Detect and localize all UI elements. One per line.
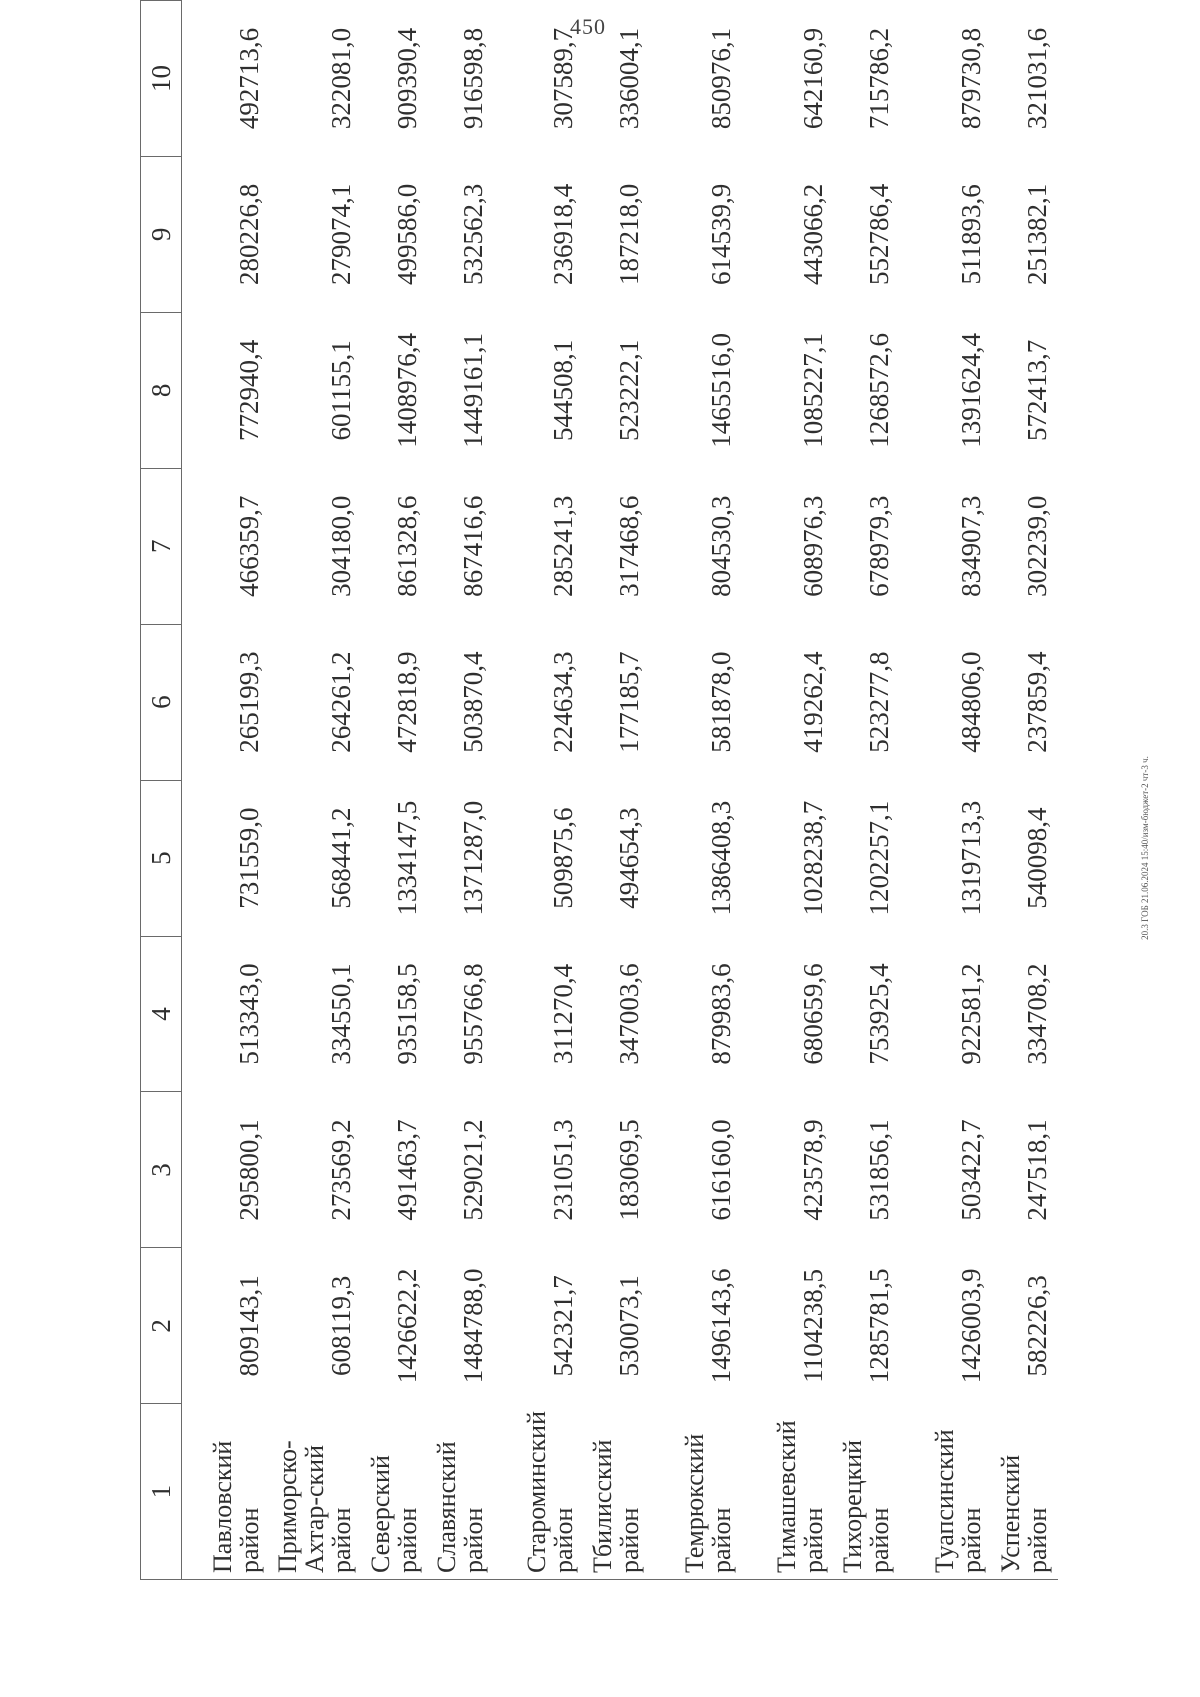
value-cell: 935158,5 (392, 963, 423, 1065)
column-header: 1 (141, 1404, 182, 1580)
value-cell: 273569,2 (326, 1119, 357, 1221)
value-cell: 472818,9 (392, 651, 423, 753)
value-cell: 302239,0 (1022, 495, 1053, 597)
value-cell: 224634,3 (548, 651, 579, 753)
budget-table (140, 0, 1058, 1580)
value-cell: 680659,6 (798, 963, 829, 1065)
value-cell: 177185,7 (614, 651, 645, 753)
value-cell: 523277,8 (864, 651, 895, 753)
value-cell: 1202257,1 (864, 800, 895, 916)
value-cell: 531856,1 (864, 1119, 895, 1221)
value-cell: 285241,3 (548, 495, 579, 597)
value-cell: 532562,3 (458, 183, 489, 286)
value-cell: 1484788,0 (458, 1268, 489, 1384)
value-cell: 499586,0 (392, 183, 423, 286)
value-cell: 861328,6 (392, 495, 423, 597)
value-cell: 1268572,6 (864, 332, 895, 448)
value-cell: 879730,8 (956, 27, 987, 130)
value-cell: 568441,2 (326, 807, 357, 909)
value-cell: 237859,4 (1022, 651, 1053, 753)
value-cell: 542321,7 (548, 1275, 579, 1377)
value-cell: 1319713,3 (956, 800, 987, 916)
value-cell: 322081,0 (326, 27, 357, 130)
value-cell: 236918,4 (548, 183, 579, 286)
district-name-cell: Туапсинский район (900, 1404, 992, 1580)
value-cell: 231051,3 (548, 1119, 579, 1221)
column-header: 3 (141, 1092, 182, 1248)
value-cell: 503870,4 (458, 651, 489, 753)
value-cell: 678979,3 (864, 495, 895, 597)
column-header: 6 (141, 624, 182, 780)
district-name-cell: Приморско-Ахтар-ский район (270, 1404, 362, 1580)
table-row (270, 1, 362, 1580)
value-cell: 295800,1 (234, 1119, 265, 1221)
value-cell: 334550,1 (326, 963, 357, 1065)
value-cell: 540098,4 (1022, 807, 1053, 909)
value-cell: 804530,3 (706, 495, 737, 597)
value-cell: 1334147,5 (392, 800, 423, 916)
value-cell: 484806,0 (956, 651, 987, 753)
column-header: 2 (141, 1248, 182, 1404)
value-cell: 529021,2 (458, 1119, 489, 1221)
value-cell: 1285781,5 (864, 1268, 895, 1384)
value-cell: 503422,7 (956, 1119, 987, 1221)
footer-code: 20.3 ГОБ 21.06.2024 15:40/изм-бюджет-2 чт-3 ч. (1140, 756, 1150, 940)
value-cell: 419262,4 (798, 651, 829, 753)
value-cell: 1496143,6 (706, 1268, 737, 1384)
value-cell: 1371287,0 (458, 800, 489, 916)
value-cell: 1028238,7 (798, 800, 829, 916)
value-cell: 614539,9 (706, 183, 737, 286)
value-cell: 443066,2 (798, 183, 829, 286)
value-cell: 321031,6 (1022, 27, 1053, 130)
value-cell: 513343,0 (234, 963, 265, 1065)
value-cell: 879983,6 (706, 963, 737, 1065)
district-name-cell: Тбилисский район (584, 1404, 650, 1580)
value-cell: 552786,4 (864, 183, 895, 286)
value-cell: 922581,2 (956, 963, 987, 1065)
value-cell: 1426622,2 (392, 1268, 423, 1384)
table-row (650, 1, 742, 1580)
value-cell: 1449161,1 (458, 332, 489, 448)
value-cell: 1104238,5 (798, 1268, 829, 1383)
value-cell: 642160,9 (798, 27, 829, 130)
district-name-cell: Тихорецкий район (834, 1404, 900, 1580)
rotated-table-block (140, 0, 1060, 1580)
value-cell: 317468,6 (614, 495, 645, 597)
column-header: 10 (141, 1, 182, 157)
value-cell: 423578,9 (798, 1119, 829, 1221)
table-row (900, 1, 992, 1580)
page-number: 450 (570, 14, 606, 39)
value-cell: 916598,8 (458, 27, 489, 130)
value-cell: 582226,3 (1022, 1275, 1053, 1377)
value-cell: 347003,6 (614, 963, 645, 1065)
value-cell: 572413,7 (1022, 339, 1053, 441)
value-cell: 834907,3 (956, 495, 987, 597)
value-cell: 264261,2 (326, 651, 357, 753)
value-cell: 1408976,4 (392, 332, 423, 448)
value-cell: 715786,2 (864, 27, 895, 130)
table-row (494, 1, 584, 1580)
value-cell: 491463,7 (392, 1119, 423, 1221)
value-cell: 307589,7 (548, 27, 579, 130)
value-cell: 601155,1 (326, 340, 357, 441)
column-header: 4 (141, 936, 182, 1092)
district-name-cell: Староминский район (494, 1404, 584, 1580)
value-cell: 1386408,3 (706, 800, 737, 916)
value-cell: 492713,6 (234, 27, 265, 130)
column-header: 7 (141, 468, 182, 624)
district-name-cell: Славянский район (428, 1404, 494, 1580)
value-cell: 280226,8 (234, 183, 265, 286)
value-cell: 544508,1 (548, 339, 579, 441)
value-cell: 1426003,9 (956, 1268, 987, 1384)
value-cell: 909390,4 (392, 27, 423, 130)
district-name-cell: Северский район (362, 1404, 428, 1580)
value-cell: 311270,4 (548, 963, 579, 1065)
value-cell: 753925,4 (864, 963, 895, 1065)
district-name-cell: Тимашевский район (742, 1404, 834, 1580)
column-header: 5 (141, 780, 182, 936)
header-row (141, 1, 182, 1580)
value-cell: 530073,1 (614, 1275, 645, 1377)
value-cell: 304180,0 (326, 495, 357, 597)
value-cell: 608976,3 (798, 495, 829, 597)
value-cell: 581878,0 (706, 651, 737, 753)
value-cell: 251382,1 (1022, 183, 1053, 286)
table-row (428, 1, 494, 1580)
value-cell: 731559,0 (234, 807, 265, 909)
district-name-cell: Темрюкский район (650, 1404, 742, 1580)
value-cell: 867416,6 (458, 495, 489, 597)
value-cell: 509875,6 (548, 807, 579, 909)
value-cell: 334708,2 (1022, 963, 1053, 1065)
value-cell: 1391624,4 (956, 332, 987, 448)
table-row (742, 1, 834, 1580)
district-name-cell: Успенский район (992, 1404, 1058, 1580)
value-cell: 183069,5 (614, 1119, 645, 1221)
column-header: 8 (141, 312, 182, 468)
value-cell: 494654,3 (614, 807, 645, 909)
value-cell: 955766,8 (458, 963, 489, 1065)
value-cell: 850976,1 (706, 27, 737, 130)
table-row (584, 1, 650, 1580)
value-cell: 1465516,0 (706, 332, 737, 448)
value-cell: 809143,1 (234, 1275, 265, 1377)
table-row (182, 1, 270, 1580)
value-cell: 279074,1 (326, 183, 357, 286)
value-cell: 511893,6 (956, 184, 987, 285)
value-cell: 616160,0 (706, 1119, 737, 1221)
value-cell: 187218,0 (614, 183, 645, 286)
value-cell: 265199,3 (234, 651, 265, 753)
value-cell: 608119,3 (326, 1275, 357, 1376)
value-cell: 523222,1 (614, 339, 645, 441)
value-cell: 466359,7 (234, 495, 265, 597)
table-row (992, 1, 1058, 1580)
value-cell: 336004,1 (614, 27, 645, 130)
value-cell: 247518,1 (1022, 1119, 1053, 1221)
value-cell: 1085227,1 (798, 332, 829, 448)
district-name-cell: Павловский район (182, 1404, 270, 1580)
table-row (362, 1, 428, 1580)
table-row (834, 1, 900, 1580)
value-cell: 772940,4 (234, 339, 265, 441)
column-header: 9 (141, 156, 182, 312)
